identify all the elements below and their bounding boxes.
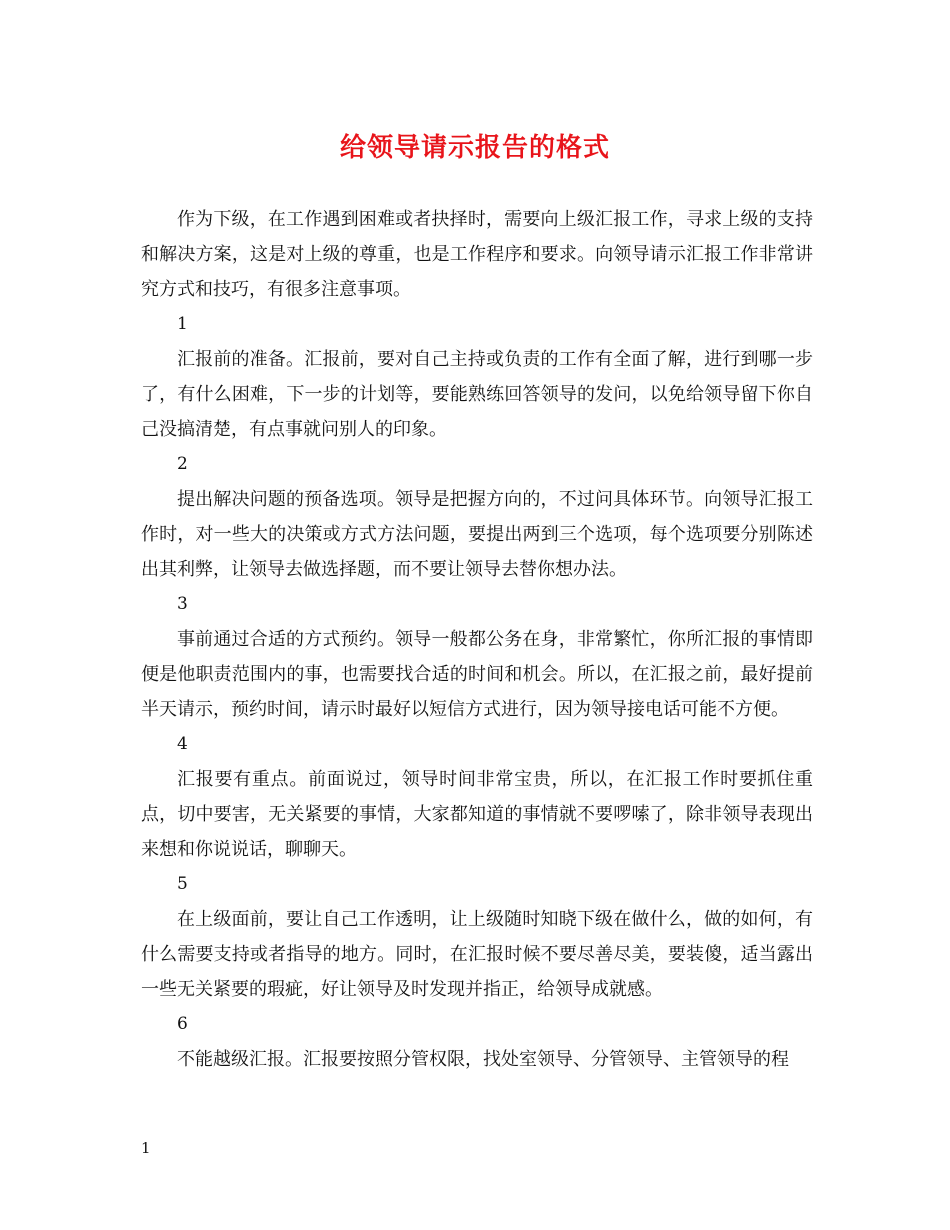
page-number: 1 — [141, 1139, 151, 1157]
paragraph-item-1: 汇报前的准备。汇报前，要对自己主持或负责的工作有全面了解，进行到哪一步了，有什么困难，下一步的计划等，要能熟练回答领导的发问，以免给领导留下你自己没搞清楚，有点事就问别人的印象。 — [141, 349, 813, 440]
paragraph-intro: 作为下级，在工作遇到困难或者抉择时，需要向上级汇报工作，寻求上级的支持和解决方案，这是对上级的尊重，也是工作程序和要求。向领导请示汇报工作非常讲究方式和技巧，有很多注意事项。 — [141, 209, 813, 300]
paragraph-item-5: 在上级面前，要让自己工作透明，让上级随时知晓下级在做什么，做的如何，有什么需要支持或者指导的地方。同时，在汇报时候不要尽善尽美，要装傻，适当露出一些无关紧要的瑕疵，好让领导及时发现并指正，给领导成就感。 — [141, 909, 813, 1000]
document-body — [141, 202, 813, 1077]
paragraph-item-4: 汇报要有重点。前面说过，领导时间非常宝贵，所以，在汇报工作时要抓住重点，切中要害，无关紧要的事情，大家都知道的事情就不要啰嗦了，除非领导表现出来想和你说说话，聊聊天。 — [141, 769, 813, 860]
item-number-5: 5 — [177, 874, 188, 894]
paragraph-item-6: 不能越级汇报。汇报要按照分管权限，找处室领导、分管领导、主管领导的程 — [177, 1049, 789, 1070]
item-number-2: 2 — [177, 454, 188, 474]
item-number-6: 6 — [177, 1014, 188, 1034]
item-number-3: 3 — [177, 594, 188, 614]
item-number-1: 1 — [177, 314, 188, 334]
paragraph-item-2: 提出解决问题的预备选项。领导是把握方向的，不过问具体环节。向领导汇报工作时，对一些大的决策或方式方法问题，要提出两到三个选项，每个选项要分别陈述出其利弊，让领导去做选择题，而不要让领导去替你想办法。 — [141, 489, 813, 580]
document-title: 给领导请示报告的格式 — [339, 133, 610, 163]
item-number-4: 4 — [177, 734, 188, 754]
paragraph-item-3: 事前通过合适的方式预约。领导一般都公务在身，非常繁忙，你所汇报的事情即便是他职责范围内的事，也需要找合适的时间和机会。所以，在汇报之前，最好提前半天请示，预约时间，请示时最好以短信方式进行，因为领导接电话可能不方便。 — [141, 629, 813, 720]
